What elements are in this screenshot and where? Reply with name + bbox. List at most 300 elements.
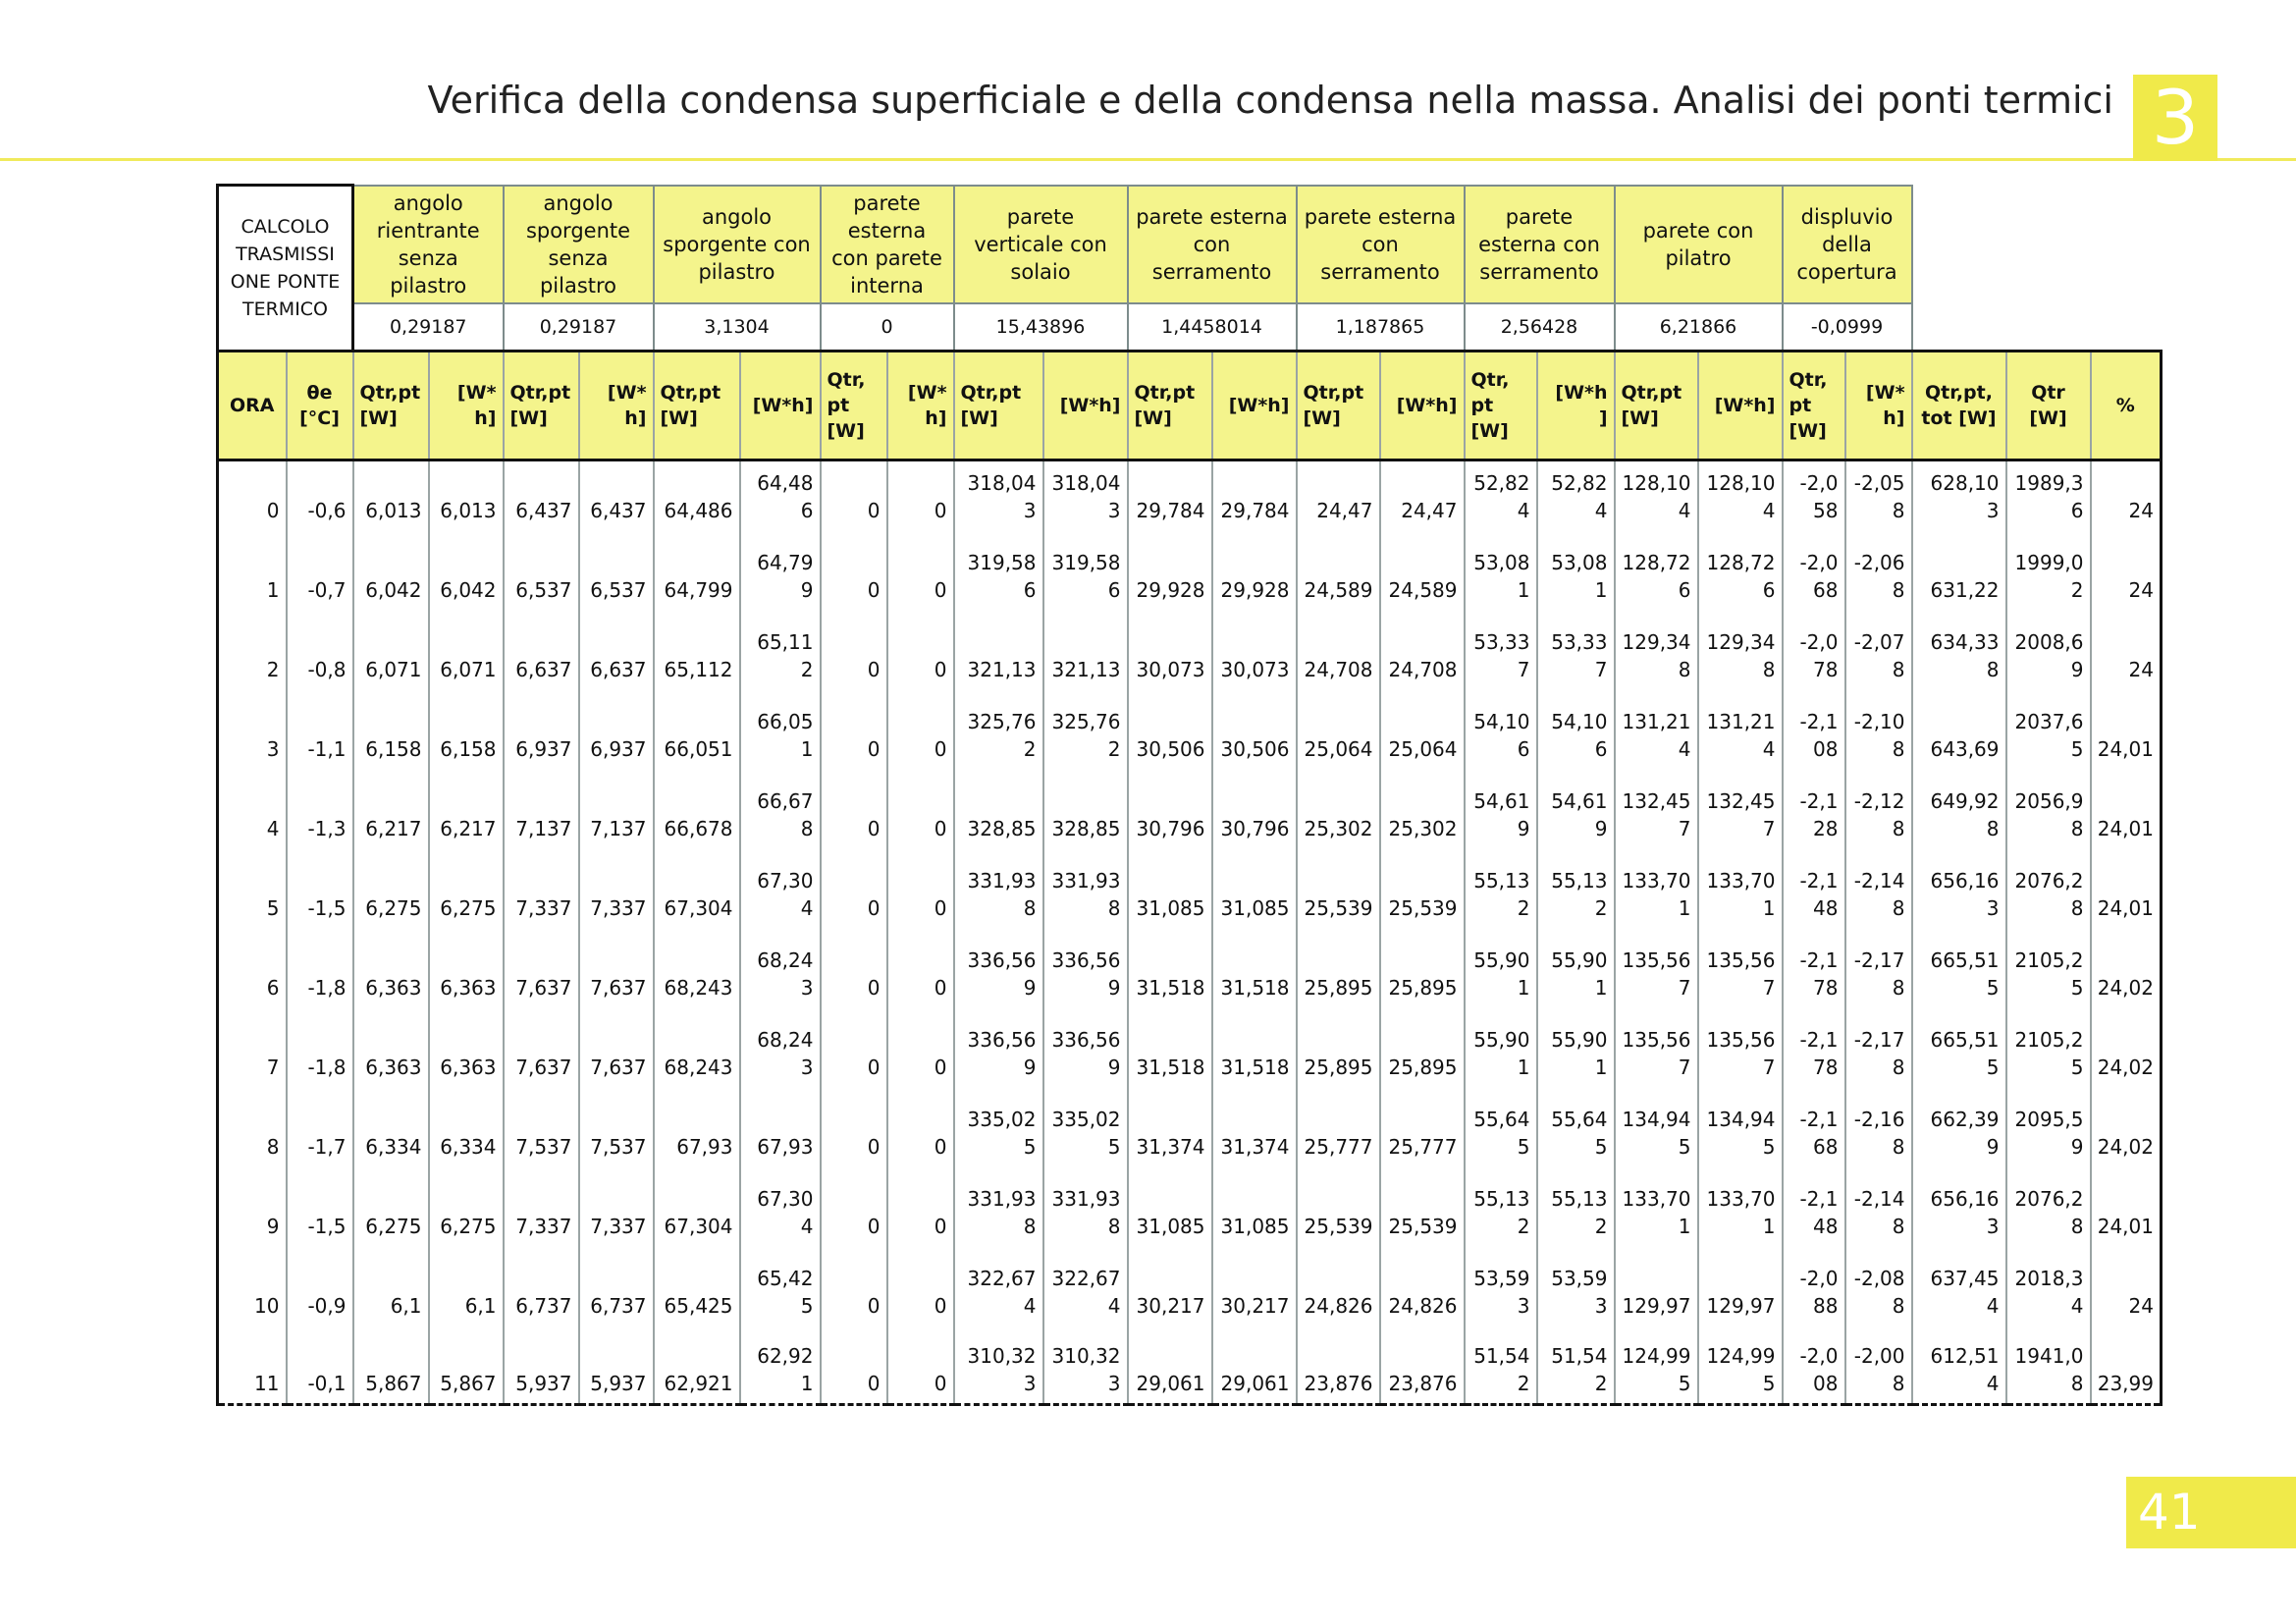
table-cell: [1912, 928, 2006, 1007]
cell-value: 64,486: [664, 498, 733, 522]
table-cell: [2006, 1007, 2091, 1087]
cell-value: 656,163: [1930, 868, 2000, 920]
table-cell: [429, 1166, 504, 1246]
cell-value: 68,243: [757, 947, 814, 1000]
table-cell: [1212, 1246, 1297, 1326]
table-cell: [1783, 848, 1845, 928]
table-cell: [1783, 1246, 1845, 1326]
cell-value: 25,539: [1304, 895, 1373, 920]
table-cell: [1128, 928, 1212, 1007]
cell-value: 7,137: [515, 816, 572, 840]
cell-value: 637,454: [1930, 1266, 2000, 1318]
table-cell: [1043, 1087, 1128, 1166]
cell-value: 6,363: [365, 1055, 422, 1079]
table-cell: [2006, 610, 2091, 689]
table-cell: [954, 689, 1043, 769]
table-row: [218, 1007, 2162, 1087]
cell-value: 8: [266, 1134, 280, 1159]
cell-value: 1: [266, 577, 280, 602]
cell-value: 134,945: [1706, 1107, 1776, 1159]
cell-value: -2,058: [1853, 470, 1905, 522]
cell-value: 24,826: [1388, 1293, 1458, 1318]
cell-value: 328,85: [1051, 816, 1121, 840]
table-cell: [1845, 689, 1912, 769]
table-cell: [1912, 848, 2006, 928]
cell-value: 25,539: [1388, 895, 1458, 920]
column-header-row: [218, 352, 2162, 460]
table-cell: [353, 1087, 429, 1166]
cell-value: 0: [934, 975, 947, 1000]
table-cell: [654, 460, 740, 530]
cell-value: -0,1: [307, 1372, 347, 1395]
cell-value: 55,132: [1473, 1186, 1530, 1238]
table-cell: [654, 530, 740, 610]
cell-value: 24,47: [1316, 498, 1373, 522]
table-cell: [1912, 460, 2006, 530]
cell-value: 124,995: [1622, 1344, 1691, 1395]
cell-value: 6,637: [515, 657, 572, 681]
table-cell: [218, 460, 287, 530]
table-cell: [1465, 848, 1537, 928]
cell-value: 25,895: [1304, 1055, 1373, 1079]
column-header: [W* h]: [887, 352, 954, 460]
table-cell: [1043, 1326, 1128, 1405]
column-header: Qtr,pt, tot [W]: [1912, 352, 2006, 460]
table-cell: [954, 610, 1043, 689]
cell-value: 24,589: [1304, 577, 1373, 602]
table-cell: [218, 610, 287, 689]
cell-value: -2,078: [1799, 629, 1839, 681]
table-cell: [1128, 460, 1212, 530]
cell-value: 25,539: [1304, 1214, 1373, 1238]
cell-value: 2105,25: [2014, 947, 2084, 1000]
cell-value: 135,567: [1622, 947, 1691, 1000]
cell-value: 51,542: [1473, 1344, 1530, 1395]
cell-value: 6,737: [590, 1293, 647, 1318]
cell-value: 65,112: [664, 657, 733, 681]
table-cell: [1128, 1007, 1212, 1087]
table-cell: [1615, 530, 1698, 610]
table-cell: [287, 610, 353, 689]
table-cell: [2091, 1166, 2162, 1246]
cell-value: 6,217: [440, 816, 497, 840]
cell-value: 6: [266, 975, 280, 1000]
cell-value: 31,374: [1136, 1134, 1205, 1159]
table-cell: [1615, 1087, 1698, 1166]
cell-value: 66,051: [664, 736, 733, 761]
cell-value: 7,637: [590, 975, 647, 1000]
table-cell: [1537, 1246, 1615, 1326]
cell-value: 132,457: [1706, 788, 1776, 840]
cell-value: 0: [934, 1214, 947, 1238]
cell-value: 0: [867, 975, 881, 1000]
table-cell: [2006, 769, 2091, 848]
table-cell: [740, 1246, 821, 1326]
table-cell: [821, 610, 887, 689]
table-cell: [1212, 769, 1297, 848]
cell-value: 2018,34: [2014, 1266, 2084, 1318]
cell-value: 25,064: [1388, 736, 1458, 761]
table-cell: [1380, 848, 1465, 928]
cell-value: 54,619: [1551, 788, 1608, 840]
table-cell: [1297, 848, 1380, 928]
table-cell: [887, 1087, 954, 1166]
cell-value: 7,637: [515, 975, 572, 1000]
table-cell: [1297, 689, 1380, 769]
table-cell: [740, 1166, 821, 1246]
table-cell: [2091, 1246, 2162, 1326]
table-cell: [1380, 530, 1465, 610]
table-cell: [887, 530, 954, 610]
table-cell: [1465, 928, 1537, 1007]
table-cell: [1297, 530, 1380, 610]
table-cell: [954, 530, 1043, 610]
table-cell: [1043, 530, 1128, 610]
table-cell: [1297, 460, 1380, 530]
cell-value: 62,921: [757, 1344, 814, 1395]
table-row: [218, 1166, 2162, 1246]
cell-value: 25,302: [1304, 816, 1373, 840]
bridge-coefficient: 0: [821, 303, 954, 352]
table-cell: [654, 1007, 740, 1087]
table-cell: [353, 1326, 429, 1405]
cell-value: 25,895: [1304, 975, 1373, 1000]
table-cell: [2091, 689, 2162, 769]
cell-value: 6,158: [365, 736, 422, 761]
table-cell: [1465, 1326, 1537, 1405]
table-cell: [353, 530, 429, 610]
cell-value: 5: [266, 895, 280, 920]
table-cell: [1128, 1246, 1212, 1326]
table-cell: [1212, 610, 1297, 689]
table-cell: [954, 1007, 1043, 1087]
cell-value: -2,178: [1799, 947, 1839, 1000]
cell-value: 665,515: [1930, 947, 2000, 1000]
page-header-title: Verifica della condensa superficiale e della condensa nella massa. Analisi dei ponti termici: [427, 79, 2113, 122]
table-cell: [1698, 848, 1783, 928]
table-cell: [218, 1166, 287, 1246]
cell-value: 3: [266, 736, 280, 761]
table-cell: [1212, 1087, 1297, 1166]
cell-value: -2,008: [1853, 1344, 1905, 1395]
cell-value: 29,784: [1136, 498, 1205, 522]
cell-value: 336,569: [1051, 1027, 1121, 1079]
table-cell: [353, 848, 429, 928]
table-cell: [1912, 689, 2006, 769]
bridge-label: parete con pilatro: [1615, 186, 1783, 303]
table-cell: [1465, 1087, 1537, 1166]
cell-value: 135,567: [1622, 1027, 1691, 1079]
cell-value: 53,593: [1473, 1266, 1530, 1318]
cell-value: 10: [254, 1293, 280, 1318]
cell-value: 6,737: [515, 1293, 572, 1318]
cell-value: 0: [934, 657, 947, 681]
table-cell: [504, 928, 579, 1007]
cell-value: 0: [934, 816, 947, 840]
table-cell: [1615, 1166, 1698, 1246]
cell-value: 128,104: [1706, 470, 1776, 522]
table-cell: [740, 769, 821, 848]
table-cell: [1297, 1087, 1380, 1166]
cell-value: 2076,28: [2014, 1186, 2084, 1238]
cell-value: 0: [867, 1055, 881, 1079]
table-cell: [1615, 1246, 1698, 1326]
bridge-coefficient: -0,0999: [1783, 303, 1912, 352]
cell-value: 665,515: [1930, 1027, 2000, 1079]
cell-value: 649,928: [1930, 788, 2000, 840]
cell-value: -2,148: [1853, 1186, 1905, 1238]
table-cell: [1043, 769, 1128, 848]
column-header: ORA: [218, 352, 287, 460]
table-cell: [429, 928, 504, 1007]
table-cell: [579, 769, 654, 848]
cell-value: 29,061: [1220, 1372, 1290, 1395]
cell-value: 65,425: [757, 1266, 814, 1318]
table-cell: [1783, 610, 1845, 689]
table-cell: [1615, 769, 1698, 848]
cell-value: 66,678: [664, 816, 733, 840]
cell-value: 67,93: [757, 1134, 814, 1159]
column-header: Qtr,pt [W]: [1615, 352, 1698, 460]
table-cell: [821, 1166, 887, 1246]
column-header: [W*h]: [1380, 352, 1465, 460]
table-cell: [887, 1326, 954, 1405]
table-cell: [1537, 1166, 1615, 1246]
cell-value: 321,13: [1051, 657, 1121, 681]
table-cell: [1912, 530, 2006, 610]
table-cell: [353, 460, 429, 530]
table-cell: [1380, 1007, 1465, 1087]
table-cell: [2006, 928, 2091, 1007]
cell-value: 6,1: [464, 1293, 497, 1318]
table-cell: [954, 1166, 1043, 1246]
cell-value: 53,593: [1551, 1266, 1608, 1318]
cell-value: -2,178: [1799, 1027, 1839, 1079]
table-cell: [954, 1246, 1043, 1326]
table-cell: [579, 928, 654, 1007]
table-cell: [287, 1007, 353, 1087]
cell-value: 133,701: [1706, 1186, 1776, 1238]
table-cell: [740, 530, 821, 610]
coefficient-row: [218, 303, 2162, 352]
cell-value: 331,938: [967, 1186, 1037, 1238]
thermal-bridge-table: [216, 184, 2163, 1406]
table-cell: [1783, 1166, 1845, 1246]
cell-value: 24: [2128, 1293, 2154, 1318]
cell-value: 319,586: [1051, 550, 1121, 602]
cell-value: 328,85: [967, 816, 1037, 840]
table-cell: [1465, 1007, 1537, 1087]
table-cell: [1043, 460, 1128, 530]
cell-value: 7: [266, 1055, 280, 1079]
cell-value: 55,132: [1473, 868, 1530, 920]
table-cell: [1537, 610, 1615, 689]
table-cell: [429, 848, 504, 928]
cell-value: 67,93: [676, 1134, 733, 1159]
table-cell: [429, 460, 504, 530]
table-cell: [821, 1007, 887, 1087]
cell-value: 7,537: [590, 1134, 647, 1159]
table-cell: [218, 1007, 287, 1087]
table-cell: [1043, 610, 1128, 689]
table-cell: [287, 1087, 353, 1166]
cell-value: 31,085: [1220, 1214, 1290, 1238]
table-cell: [821, 928, 887, 1007]
cell-value: 2056,98: [2014, 788, 2084, 840]
table-cell: [740, 610, 821, 689]
table-cell: [887, 1007, 954, 1087]
cell-value: 24,02: [2097, 975, 2154, 1000]
table-cell: [1615, 689, 1698, 769]
cell-value: 7,337: [515, 895, 572, 920]
table-cell: [1212, 1326, 1297, 1405]
cell-value: 6,013: [365, 498, 422, 522]
table-cell: [218, 530, 287, 610]
column-header: [W*h]: [1043, 352, 1128, 460]
table-cell: [1698, 928, 1783, 1007]
table-cell: [1380, 1246, 1465, 1326]
cell-value: 68,243: [664, 1055, 733, 1079]
cell-value: -0,9: [307, 1293, 347, 1318]
cell-value: 64,486: [757, 470, 814, 522]
table-cell: [740, 928, 821, 1007]
cell-value: 135,567: [1706, 1027, 1776, 1079]
cell-value: 631,22: [1930, 577, 2000, 602]
table-cell: [2091, 1087, 2162, 1166]
cell-value: 6,363: [440, 975, 497, 1000]
cell-value: 132,457: [1622, 788, 1691, 840]
table-cell: [1845, 610, 1912, 689]
cell-value: 6,042: [365, 577, 422, 602]
table-cell: [1380, 460, 1465, 530]
table-row: [218, 1087, 2162, 1166]
table-cell: [218, 689, 287, 769]
table-cell: [1698, 460, 1783, 530]
chapter-number-badge: 3: [2133, 75, 2217, 161]
cell-value: 29,784: [1220, 498, 1290, 522]
cell-value: 55,901: [1473, 947, 1530, 1000]
cell-value: 31,518: [1136, 1055, 1205, 1079]
table-cell: [1380, 610, 1465, 689]
table-cell: [1537, 1087, 1615, 1166]
cell-value: 9: [266, 1214, 280, 1238]
table-cell: [1783, 689, 1845, 769]
cell-value: 322,674: [1051, 1266, 1121, 1318]
cell-value: -2,088: [1799, 1266, 1839, 1318]
cell-value: 318,043: [967, 470, 1037, 522]
table-cell: [1297, 610, 1380, 689]
table-cell: [954, 769, 1043, 848]
cell-value: 55,645: [1473, 1107, 1530, 1159]
cell-value: -2,008: [1799, 1344, 1839, 1395]
table-cell: [887, 689, 954, 769]
table-cell: [821, 689, 887, 769]
table-cell: [2091, 1007, 2162, 1087]
table-cell: [1615, 1326, 1698, 1405]
cell-value: 65,425: [664, 1293, 733, 1318]
cell-value: -1,5: [307, 1214, 347, 1238]
cell-value: 335,025: [967, 1107, 1037, 1159]
cell-value: 6,013: [440, 498, 497, 522]
cell-value: 31,374: [1220, 1134, 1290, 1159]
cell-value: 31,085: [1136, 895, 1205, 920]
table-cell: [218, 848, 287, 928]
table-cell: [353, 769, 429, 848]
cell-value: -2,128: [1799, 788, 1839, 840]
cell-value: -1,8: [307, 1055, 347, 1079]
cell-value: 634,338: [1930, 629, 2000, 681]
table-cell: [740, 1326, 821, 1405]
table-body: [218, 460, 2162, 1405]
table-cell: [1380, 1087, 1465, 1166]
table-cell: [954, 1326, 1043, 1405]
cell-value: 0: [867, 895, 881, 920]
cell-value: 7,637: [515, 1055, 572, 1079]
table-cell: [1783, 928, 1845, 1007]
table-cell: [218, 769, 287, 848]
table-cell: [821, 1087, 887, 1166]
cell-value: 321,13: [967, 657, 1037, 681]
table-cell: [1043, 1166, 1128, 1246]
bridge-coefficient: 1,4458014: [1128, 303, 1297, 352]
cell-value: 0: [934, 1372, 947, 1395]
table-cell: [1783, 460, 1845, 530]
table-cell: [654, 1246, 740, 1326]
table-cell: [1698, 1326, 1783, 1405]
table-cell: [1537, 1007, 1615, 1087]
cell-value: 24: [2128, 498, 2154, 522]
cell-value: 0: [867, 816, 881, 840]
cell-value: 55,901: [1551, 947, 1608, 1000]
cell-value: -2,128: [1853, 788, 1905, 840]
cell-value: 129,97: [1622, 1293, 1691, 1318]
table-cell: [821, 530, 887, 610]
table-cell: [1615, 848, 1698, 928]
cell-value: -2,168: [1799, 1107, 1839, 1159]
cell-value: 30,217: [1220, 1293, 1290, 1318]
cell-value: -2,078: [1853, 629, 1905, 681]
table-cell: [1465, 460, 1537, 530]
table-cell: [353, 689, 429, 769]
cell-value: 0: [934, 895, 947, 920]
table-row: [218, 769, 2162, 848]
cell-value: 6,334: [440, 1134, 497, 1159]
table-cell: [1212, 848, 1297, 928]
cell-value: -2,148: [1799, 868, 1839, 920]
table-cell: [887, 460, 954, 530]
cell-value: 53,337: [1473, 629, 1530, 681]
column-header: %: [2091, 352, 2162, 460]
table-cell: [1465, 1246, 1537, 1326]
column-header: Qtr, pt [W]: [1465, 352, 1537, 460]
cell-value: -1,1: [307, 736, 347, 761]
cell-value: 6,334: [365, 1134, 422, 1159]
cell-value: 29,061: [1136, 1372, 1205, 1395]
table-cell: [1212, 530, 1297, 610]
table-row: [218, 848, 2162, 928]
cell-value: 2105,25: [2014, 1027, 2084, 1079]
column-header: [W*h]: [740, 352, 821, 460]
bridge-label: angolo rientrante senza pilastro: [353, 186, 504, 303]
table-cell: [1128, 689, 1212, 769]
column-header: θe [°C]: [287, 352, 353, 460]
table-cell: [579, 1087, 654, 1166]
cell-value: 131,214: [1706, 709, 1776, 761]
table-cell: [429, 1246, 504, 1326]
cell-value: -2,108: [1799, 709, 1839, 761]
cell-value: 52,824: [1551, 470, 1608, 522]
cell-value: 24,708: [1388, 657, 1458, 681]
